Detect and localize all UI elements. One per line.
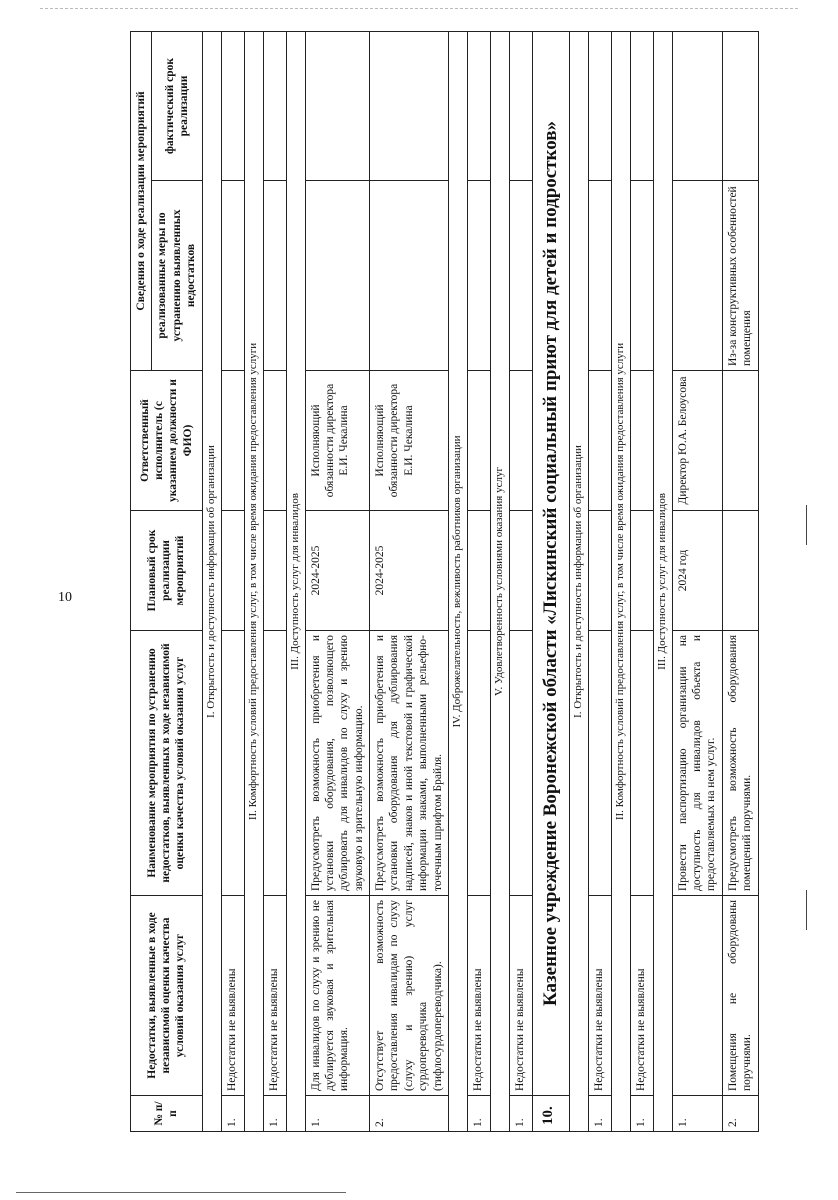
table-row <box>588 32 611 1132</box>
deficiency-cell: Недостатки не выявлены <box>467 896 490 1096</box>
deadline-cell: 2024 год <box>672 511 722 631</box>
section-row <box>286 32 305 1132</box>
deficiency-cell: Недостатки не выявлены <box>221 896 244 1096</box>
scan-edge-top <box>40 8 798 9</box>
row-number: 1. <box>509 1096 532 1132</box>
deficiency-cell: Помещения не оборудованы поручнями. <box>722 896 758 1096</box>
table-row <box>263 32 286 1132</box>
row-number: 1. <box>221 1096 244 1132</box>
row-number: 1. <box>588 1096 611 1132</box>
table-row <box>221 32 244 1132</box>
scan-edge-bottom <box>16 1192 346 1193</box>
col-header-measure: Наименование мероприятия по устранению недостатков, выявленных в ходе независимой оценки качества условий оказания услуг <box>131 631 203 896</box>
deadline-cell: 2024-2025 <box>305 511 370 631</box>
row-number: 1. <box>672 1096 722 1132</box>
section-row <box>202 32 221 1132</box>
section-title: I. Открытость и доступность информации об организации <box>202 32 221 1132</box>
deadline-cell: 2024-2025 <box>370 511 449 631</box>
section-title: I. Открытость и доступность информации об организации <box>569 32 588 1132</box>
deficiency-cell: Недостатки не выявлены <box>630 896 653 1096</box>
col-header-progress: Сведения о ходе реализации мероприятий <box>131 32 152 371</box>
section-title: II. Комфортность условий предоставления услуг, в том числе время ожидания предоставления услуги <box>244 32 263 1132</box>
section-row <box>569 32 588 1132</box>
row-number: 1. <box>263 1096 286 1132</box>
table-row <box>630 32 653 1132</box>
measures-table <box>130 31 759 1132</box>
deficiency-cell <box>672 896 722 1096</box>
section-title: III. Доступность услуг для инвалидов <box>286 32 305 1132</box>
col-header-responsible: Ответственный исполнитель (с указанием должности и ФИО) <box>131 371 203 511</box>
measure-cell: Провести паспортизацию организации на доступность для инвалидов объекта и предоставляемых на нем услуг. <box>672 631 722 896</box>
col-header-deadline: Плановый срок реализации мероприятий <box>131 511 203 631</box>
col-header-num: № п/п <box>131 1096 203 1132</box>
row-number: 1. <box>467 1096 490 1132</box>
row-number: 2. <box>370 1096 449 1132</box>
measure-cell: Предусмотреть возможность оборудования помещений поручнями. <box>722 631 758 896</box>
section-row <box>244 32 263 1132</box>
section-row <box>448 32 467 1132</box>
deficiency-cell: Недостатки не выявлены <box>263 896 286 1096</box>
table-row <box>467 32 490 1132</box>
measure-cell: Предусмотреть возможность приобретения и установки оборудования, позволяющего дублировать для инвалидов по слуху и зрению звуковую и зрительную информацию. <box>305 631 370 896</box>
deficiency-cell: Недостатки не выявлены <box>509 896 532 1096</box>
section-row <box>490 32 509 1132</box>
measure-cell: Предусмотреть возможность приобретения и установки оборудования для дублирования надписей, знаков и иной текстовой и графической информации знаками, выполненными рельефно-точечным шрифтом Брайля. <box>370 631 449 896</box>
section-title: II. Комфортность условий предоставления услуг, в том числе время ожидания предоставления услуги <box>611 32 630 1132</box>
table-row <box>305 32 370 1132</box>
section-title: V. Удовлетворенность условиями оказания услуг <box>490 32 509 1132</box>
deficiency-cell: Для инвалидов по слуху и зрению не дублируется звуковая и зрительная информация. <box>305 896 370 1096</box>
col-header-actual: фактический срок реализации <box>152 32 202 181</box>
responsible-cell: Исполняющий обязанности директора Е.И. Чекалина <box>370 371 449 511</box>
table-row <box>722 32 758 1132</box>
row-number: 1. <box>630 1096 653 1132</box>
section-row <box>611 32 630 1132</box>
col-header-implemented: реализованные меры по устранению выявленных недостатков <box>152 181 202 371</box>
section-title: III. Доступность услуг для инвалидов <box>653 32 672 1132</box>
page-number: 10 <box>58 590 72 605</box>
section-title: IV. Доброжелательность, вежливость работников организации <box>448 32 467 1132</box>
table-row <box>509 32 532 1132</box>
organization-title: Казенное учреждение Воронежской области «Лискинский социальный приют для детей и подростков» <box>532 32 569 1096</box>
deficiency-cell: Отсутствует возможность предоставления инвалидам по слуху (слуху и зрению) услуг сурдопереводчика (тифлосурдопереводчика). <box>370 896 449 1096</box>
rotated-table-container <box>130 32 838 1132</box>
section-row <box>653 32 672 1132</box>
row-number: 1. <box>305 1096 370 1132</box>
table-row <box>370 32 449 1132</box>
table-row <box>672 32 722 1132</box>
organization-row <box>532 32 569 1132</box>
implemented-cell: Из-за конструктивных особенностей помещения <box>722 181 758 371</box>
responsible-cell: Исполняющий обязанности директора Е.И. Чекалина <box>305 371 370 511</box>
deficiency-cell: Недостатки не выявлены <box>588 896 611 1096</box>
header-row <box>131 32 152 1132</box>
organization-number: 10. <box>532 1096 569 1132</box>
responsible-cell: Директор Ю.А. Белоусова <box>672 371 722 511</box>
row-number: 2. <box>722 1096 758 1132</box>
col-header-deficiency: Недостатки, выявленные в ходе независимой оценки качества условий оказания услуг <box>131 896 203 1096</box>
